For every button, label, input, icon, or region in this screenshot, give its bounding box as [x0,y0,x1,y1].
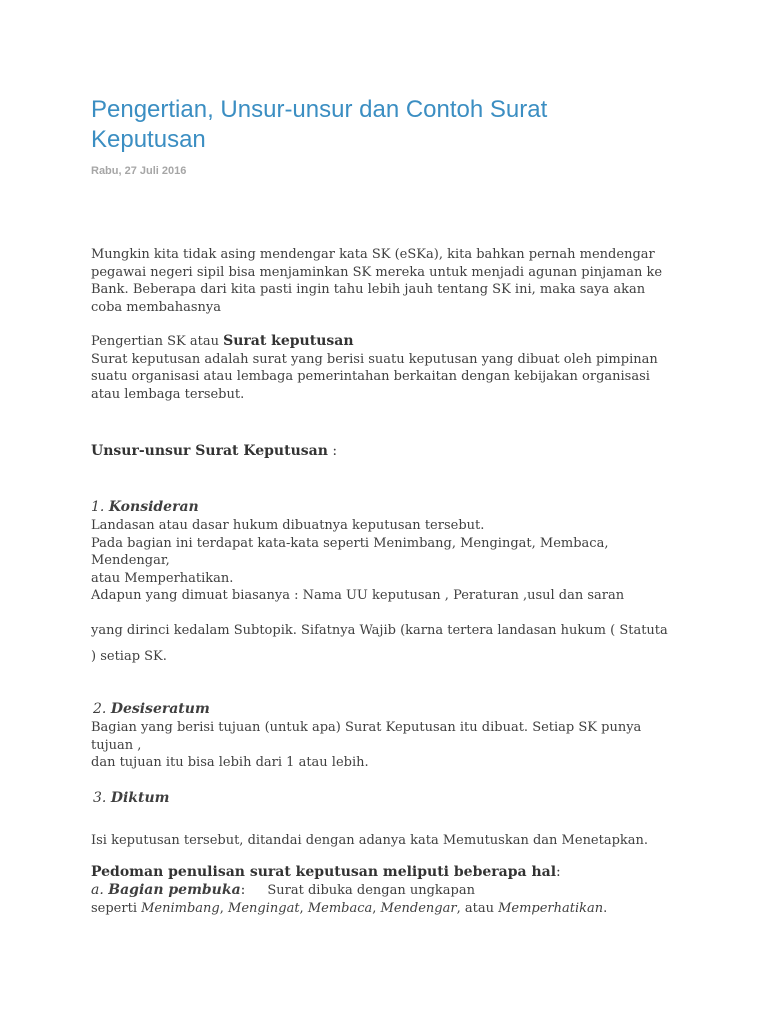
intro-line: coba membahasnya [91,299,221,315]
intro-line: Bank. Beberapa dari kita pasti ingin tahu lebih jauh tentang SK ini, maka saya akan [91,282,646,297]
item-label: Diktum [110,790,170,806]
guideline-a-colon: : [240,882,246,898]
guideline-end: . [603,900,608,916]
definition-term: Surat keputusan [223,333,354,349]
item-line: Mendengar, [91,553,170,568]
article-title: Pengertian, Unsur-unsur dan Contoh Surat Keputusan [91,96,548,153]
guideline-word: Menimbang [141,900,220,916]
item-line: dan tujuan itu bisa lebih dari 1 atau lebih. [91,755,369,770]
definition-paragraph [91,333,681,403]
item-line: Pada bagian ini terdapat kata-kata seperti Menimbang, Mengingat, Membaca, [91,535,609,551]
guideline-word: Membaca [307,900,373,916]
intro-line: pegawai negeri sipil bisa menjaminkan SK mereka untuk menjadi agunan pinjaman ke [91,264,663,280]
guideline-a-continuation [91,900,681,918]
item-line: Landasan atau dasar hukum dibuatnya keputusan tersebut. [91,518,485,533]
guidelines-heading-label: Pedoman penulisan surat keputusan meliputi beberapa hal [91,864,557,880]
guideline-sep: , [299,900,308,916]
guidelines-heading-colon: : [556,864,561,880]
item-line: Isi keputusan tersebut, ditandai dengan adanya kata Memutuskan dan Menetapkan. [91,833,649,848]
definition-line: suatu organisasi atau lembaga pemerintahan berkaitan dengan kebijakan organisasi [91,369,650,384]
intro-line: Mungkin kita tidak asing mendengar kata SK (eSKa), kita bahkan pernah mendengar [91,247,655,262]
guideline-a-label: Bagian pembuka [108,882,241,898]
item-body-desiseratum [91,719,681,772]
article-date: Rabu, 27 Juli 2016 [91,165,187,177]
item-number: 2. [93,701,107,717]
guidelines-sub-a [91,882,681,917]
item-heading-konsideran [91,499,681,515]
item-line: tujuan , [91,737,142,753]
item-heading-diktum [93,790,683,806]
definition-line: atau lembaga tersebut. [91,386,245,402]
item-heading-desiseratum [93,701,683,717]
guideline-word: Mengingat [228,900,300,916]
item-body-konsideran [91,517,681,605]
guideline-a-text: Surat dibuka dengan ungkapan [267,883,475,898]
item-line: Adapun yang dimuat biasanya : Nama UU keputusan , Peraturan ,usul dan saran [91,588,625,603]
item-line: yang dirinci kedalam Subtopik. Sifatnya Wajib (karna tertera landasan hukum ( Statuta [91,623,668,638]
item-number: 3. [93,790,107,806]
guideline-word: Memperhatikan [498,900,604,916]
item-label: Desiseratum [110,701,210,717]
definition-prefix: Pengertian SK atau [91,334,224,349]
item-label: Konsideran [108,499,199,515]
item-line: ) setiap SK. [91,649,167,664]
guideline-sep: , [219,900,229,916]
item-number: 1. [91,499,105,515]
item-line: Bagian yang berisi tujuan (untuk apa) Surat Keputusan itu dibuat. Setiap SK punya [91,720,642,735]
item-line: atau Memperhatikan. [91,570,234,586]
intro-paragraph [91,246,681,316]
guideline-sep: , [372,900,381,916]
item-extra-konsideran [91,618,681,670]
guideline-a-marker: a. [91,882,104,898]
elements-heading-suffix: : [327,443,338,459]
guidelines-heading [91,864,681,882]
guideline-a-cont-prefix: seperti [91,900,142,916]
guideline-word: Mendengar [380,900,457,916]
definition-line: Surat keputusan adalah surat yang berisi suatu keputusan yang dibuat oleh pimpinan [91,351,658,367]
elements-heading-label: Unsur-unsur Surat Keputusan [91,443,328,459]
guideline-a-line [91,882,681,900]
definition-heading [91,333,681,351]
elements-heading [91,443,681,461]
item-body-diktum [91,832,681,850]
guideline-sep: , atau [456,900,499,916]
